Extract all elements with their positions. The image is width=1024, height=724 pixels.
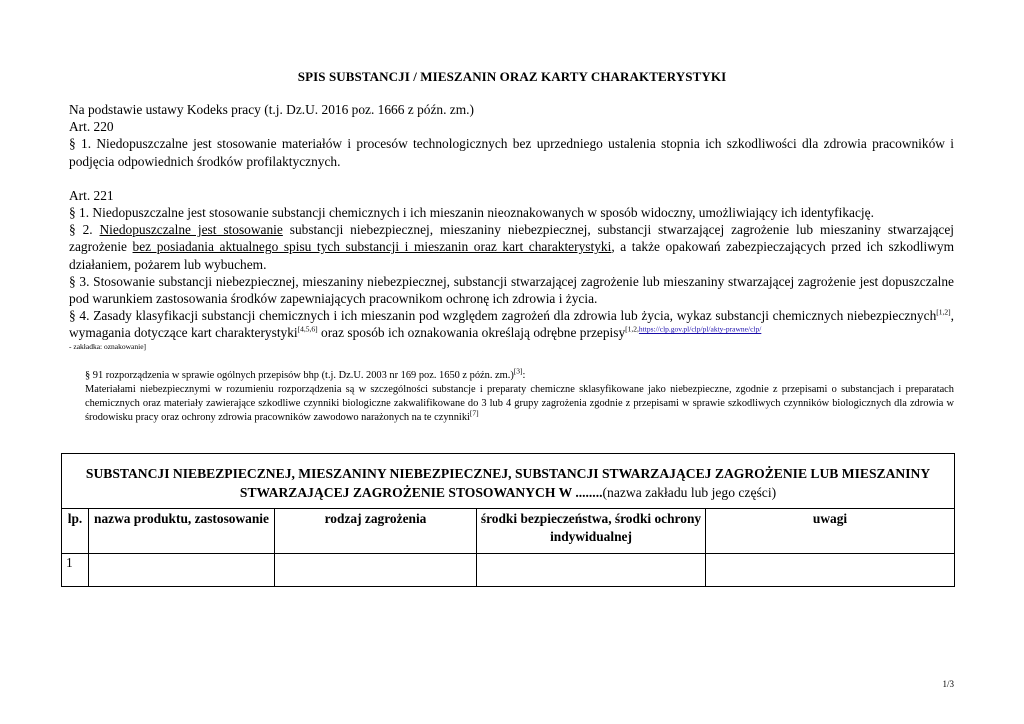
- clp-link[interactable]: https://clp.gov.pl/clp/pl/akty-prawne/clp/: [638, 324, 762, 334]
- footnote-ref: [1,2]: [936, 307, 951, 317]
- footnote-ref: [3]: [513, 366, 523, 376]
- cell-hazard[interactable]: [275, 554, 477, 587]
- regulation-heading: § 91 rozporządzenia w sprawie ogólnych przepisów bhp (t.j. Dz.U. 2003 nr 169 poz. 1650 z późn. zm.)[3]:: [85, 366, 526, 381]
- regulation-excerpt: [85, 366, 954, 425]
- legal-basis: Na podstawie ustawy Kodeks pracy (t.j. Dz.U. 2016 poz. 1666 z późn. zm.): [69, 102, 474, 117]
- column-header-hazard: rodzaj zagrożenia: [275, 509, 477, 554]
- column-header-safety: środki bezpieczeństwa, środki ochrony indywidualnej: [477, 509, 706, 554]
- cell-safety[interactable]: [477, 554, 706, 587]
- cell-product[interactable]: [89, 554, 275, 587]
- column-header-notes: uwagi: [706, 509, 955, 554]
- cell-notes[interactable]: [706, 554, 955, 587]
- cell-lp: 1: [62, 554, 89, 587]
- column-header-lp: lp.: [62, 509, 89, 554]
- underlined-phrase: bez posiadania aktualnego spisu tych substancji i mieszanin oraz kart charakterystyki: [132, 239, 612, 255]
- page-number: 1/3: [942, 679, 954, 689]
- art-220-heading: Art. 220: [69, 119, 114, 135]
- art-221-paragraph-4: § 4. Zasady klasyfikacji substancji chemicznych i ich mieszanin pod względem zagrożeń dla zdrowia lub życia, wykaz substancji chemicznych niebezpiecznych[1,2], wymagania dotyczące kart charakterystyki[4,5,6] oraz sposób ich oznakowania określają odrębne przepisy$^{[1,2,https://clp.gov.pl/clp/pl/akty-prawne/clp/}$: [69, 307, 954, 341]
- footnote-ref: [1,2,https://clp.gov.pl/clp/pl/akty-prawne/clp/: [625, 324, 762, 334]
- regulation-body: Materiałami niebezpiecznymi w rozumieniu rozporządzenia są w szczególności substancje i preparaty chemiczne sklasyfikowane jako niebezpieczne, zgodnie z przepisami o substancjach i preparatach chemicznych oraz materiały zawierające szkodliwe czynniki biologiczne zakwalifikowane do 3 lub 4 grupy zagrożenia zgodnie z przepisami w sprawie szkodliwych czynników biologicznych dla zdrowia w środowisku pracy oraz ochrony zdrowia pracowników zawodowo narażonych na te czynniki[7]: [85, 384, 954, 423]
- art-220-paragraph-1: § 1. Niedopuszczalne jest stosowanie materiałów i procesów technologicznych bez uprzedniego ustalenia stopnia ich szkodliwości dla zdrowia pracowników i podjęcia odpowiednich środków profilaktycznych.: [69, 136, 954, 169]
- underlined-phrase: Niedopuszczalne jest stosowanie: [99, 222, 283, 238]
- footnote-ref: [4,5,6]: [297, 324, 318, 334]
- art-221-paragraph-3: § 3. Stosowanie substancji niebezpiecznej, mieszaniny niebezpiecznej, substancji stwarzającej zagrożenie lub mieszaniny stwarzającej zagrożenie jest dopuszczalne pod warunkiem zastosowania środków zapewniających pracownikom ochronę ich zdrowia i życia.: [69, 273, 954, 307]
- substances-table-container: [61, 453, 954, 587]
- footnote-ref: [7]: [469, 408, 479, 418]
- art-221-paragraph-2: § 2. Niedopuszczalne jest stosowanie substancji niebezpiecznej, mieszaniny niebezpiecznej, substancji stwarzającej zagrożenie lub mieszaniny stwarzającej zagrożenie bez posiadania aktualnego spisu tych substancji i mieszanin oraz kart charakterystyki, a także opakowań zabezpieczających przed ich szkodliwym działaniem, pożarem lub wybuchem.: [69, 222, 954, 272]
- spacer: [69, 170, 954, 187]
- labour-code-excerpt: [69, 101, 954, 352]
- art-221-heading: Art. 221: [69, 187, 114, 203]
- table-row: [62, 554, 955, 587]
- column-header-product: nazwa produktu, zastosowanie: [89, 509, 275, 554]
- art-221-paragraph-1: § 1. Niedopuszczalne jest stosowanie substancji chemicznych i ich mieszanin nieoznakowanych w sposób widoczny, umożliwiający ich identyfikację.: [69, 205, 874, 221]
- table-title: SUBSTANCJI NIEBEZPIECZNEJ, MIESZANINY NIEBEZPIECZNEJ, SUBSTANCJI STWARZAJĄCEJ ZAGROŻENIE LUB MIESZANINY STWARZAJĄCEJ ZAGROŻENIE STOSOWANYCH W ........(nazwa zakładu lub jego części): [62, 454, 955, 509]
- link-note: - zakładka: oznakowanie]: [69, 341, 147, 351]
- substances-table: [61, 453, 955, 587]
- page-title: SPIS SUBSTANCJI / MIESZANIN ORAZ KARTY CHARAKTERYSTYKI: [297, 69, 727, 84]
